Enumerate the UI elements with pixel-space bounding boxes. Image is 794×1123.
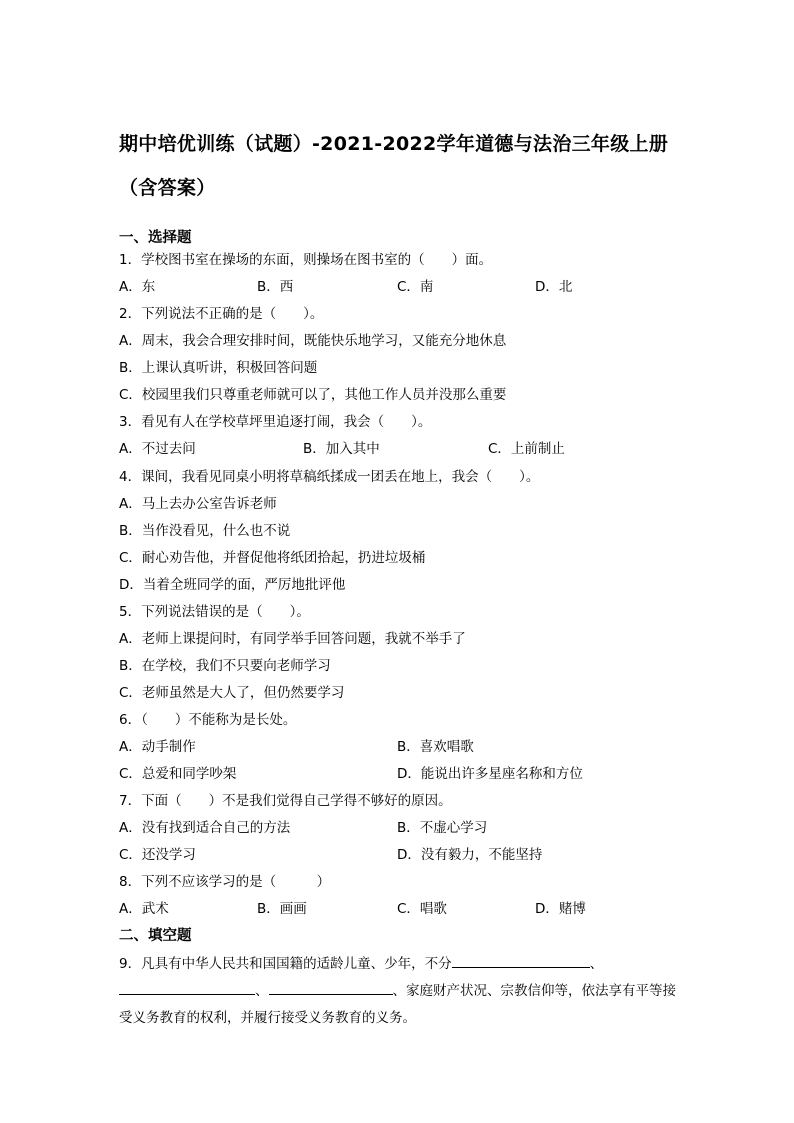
question-5-option-c[interactable]: C．老师虽然是大人了，但仍然要学习 — [119, 685, 345, 701]
question-6-options-row1 — [119, 736, 679, 758]
answer-blank-3[interactable] — [269, 980, 393, 995]
question-7-option-a[interactable]: A．没有找到适合自己的方法 — [119, 820, 291, 836]
question-9-line-2 — [119, 980, 676, 1002]
question-4-option-a[interactable]: A．马上去办公室告诉老师 — [119, 496, 277, 512]
question-2-option-c[interactable]: C．校园里我们只尊重老师就可以了，其他工作人员并没那么重要 — [119, 387, 507, 403]
question-3-option-c[interactable]: C．上前制止 — [488, 441, 565, 457]
question-1-option-c[interactable]: C．南 — [397, 279, 434, 295]
question-8-option-b[interactable]: B．画画 — [257, 901, 307, 917]
question-1-option-a[interactable]: A．东 — [119, 279, 156, 295]
question-7-option-d[interactable]: D．没有毅力，不能坚持 — [397, 847, 543, 863]
question-6-option-d[interactable]: D．能说出许多星座名称和方位 — [397, 766, 583, 782]
question-3-option-b[interactable]: B．加入其中 — [303, 441, 380, 457]
question-3-options — [119, 438, 679, 460]
question-7-stem: 7．下面（ ）不是我们觉得自己学得不够好的原因。 — [119, 793, 452, 809]
question-6-option-b[interactable]: B．喜欢唱歌 — [397, 739, 474, 755]
question-7-option-c[interactable]: C．还没学习 — [119, 847, 196, 863]
question-2-stem: 2．下列说法不正确的是（ ）。 — [119, 306, 324, 322]
question-5-option-a[interactable]: A．老师上课提问时，有同学举手回答问题，我就不举手了 — [119, 631, 466, 647]
question-1-option-b[interactable]: B．西 — [257, 279, 294, 295]
question-8-option-d[interactable]: D．赌博 — [535, 901, 586, 917]
answer-blank-1[interactable] — [452, 953, 590, 968]
question-3-stem: 3．看见有人在学校草坪里追逐打闹，我会（ ）。 — [119, 414, 432, 430]
question-2-option-b[interactable]: B．上课认真听讲，积极回答问题 — [119, 360, 318, 376]
section-heading-choice: 一、选择题 — [119, 230, 192, 246]
section-heading-fill-in: 二、填空题 — [119, 928, 192, 944]
question-9-separator-2: 、 — [255, 983, 269, 999]
question-4-stem: 4．课间，我看见同桌小明将草稿纸揉成一团丢在地上，我会（ ）。 — [119, 469, 540, 485]
answer-blank-2[interactable] — [119, 980, 255, 995]
question-4-option-c[interactable]: C．耐心劝告他，并督促他将纸团拾起，扔进垃圾桶 — [119, 550, 426, 566]
question-6-stem: 6．（ ）不能称为是长处。 — [119, 712, 297, 728]
question-9-text-1: 9．凡具有中华人民共和国国籍的适龄儿童、少年，不分 — [119, 956, 452, 972]
question-1-options — [119, 276, 679, 298]
question-7-options-row2 — [119, 844, 679, 866]
question-7-options-row1 — [119, 817, 679, 839]
question-3-option-a[interactable]: A．不过去问 — [119, 441, 196, 457]
question-5-option-b[interactable]: B．在学校，我们不只要向老师学习 — [119, 658, 331, 674]
question-8-options — [119, 898, 679, 920]
page-title: 期中培优训练（试题）-2021-2022学年道德与法治三年级上册（含答案） — [119, 133, 669, 199]
question-1-option-d[interactable]: D．北 — [535, 279, 573, 295]
question-6-option-a[interactable]: A．动手制作 — [119, 739, 196, 755]
question-4-option-b[interactable]: B．当作没看见，什么也不说 — [119, 523, 291, 539]
question-1-stem: 1．学校图书室在操场的东面，则操场在图书室的（ ）面。 — [119, 252, 493, 268]
question-7-option-b[interactable]: B．不虚心学习 — [397, 820, 488, 836]
question-8-stem: 8．下列不应该学习的是（ ） — [119, 874, 331, 890]
question-2-option-a[interactable]: A．周末，我会合理安排时间，既能快乐地学习，又能充分地休息 — [119, 333, 507, 349]
question-6-option-c[interactable]: C．总爱和同学吵架 — [119, 766, 237, 782]
question-9-line-1 — [119, 953, 603, 975]
question-6-options-row2 — [119, 763, 679, 785]
question-9-text-2: 、家庭财产状况、宗教信仰等，依法享有平等接 — [392, 983, 676, 999]
question-9-separator: 、 — [589, 956, 604, 972]
question-8-option-a[interactable]: A．武术 — [119, 901, 169, 917]
question-5-stem: 5．下列说法错误的是（ ）。 — [119, 604, 310, 620]
question-9-text-3: 受义务教育的权利，并履行接受义务教育的义务。 — [119, 1010, 416, 1026]
question-4-option-d[interactable]: D．当着全班同学的面，严厉地批评他 — [119, 577, 346, 593]
question-8-option-c[interactable]: C．唱歌 — [397, 901, 447, 917]
